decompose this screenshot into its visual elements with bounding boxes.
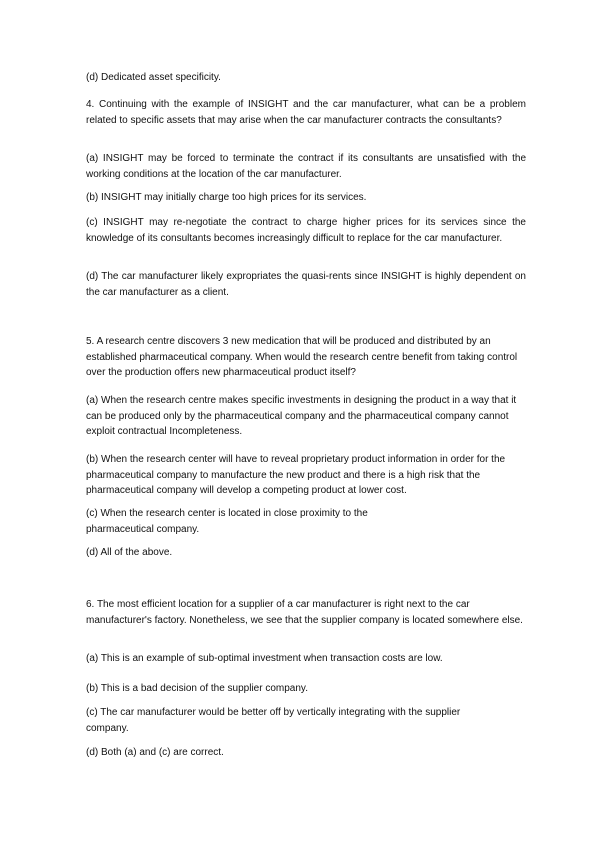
q4-option-b: (b) INSIGHT may initially charge too high prices for its services. [86,192,367,203]
q4-option-d: (d) The car manufacturer likely expropriates the quasi-rents since INSIGHT is highly dependent on the car manufacturer as a client. [86,271,526,298]
q6-option-b: (b) This is a bad decision of the supplier company. [86,683,308,694]
q6-option-a: (a) This is an example of sub-optimal investment when transaction costs are low. [86,653,443,664]
q6-question: 6. The most efficient location for a supplier of a car manufacturer is right next to the car manufacturer's factory. Nonetheless, we see that the supplier company is located somewhere else. [86,599,523,626]
q6-option-d: (d) Both (a) and (c) are correct. [86,747,224,758]
q4-question: 4. Continuing with the example of INSIGHT and the car manufacturer, what can be a problem related to specific assets that may arise when the car manufacturer contracts the consultants? [86,99,526,126]
q6-option-c: (c) The car manufacturer would be better off by vertically integrating with the supplier company. [86,707,461,734]
q5-option-a: (a) When the research centre makes specific investments in designing the product in a way that it can be produced only by the pharmaceutical company and the pharmaceutical company cannot exploit contractual Incompleteness. [86,395,517,437]
q4-option-a: (a) INSIGHT may be forced to terminate the contract if its consultants are unsatisfied with the working conditions at the location of the car manufacturer. [86,153,526,180]
q5-option-d: (d) All of the above. [86,547,173,558]
q3-option-d: (d) Dedicated asset specificity. [86,72,221,83]
q5-option-b: (b) When the research center will have to reveal proprietary product information in order for the pharmaceutical company to manufacture the new product and there is a high risk that the pharmaceutical company will develop a competing product at lower cost. [86,454,506,496]
q4-option-c: (c) INSIGHT may re-negotiate the contract to charge higher prices for its services since the knowledge of its consultants becomes increasingly difficult to replace for the car manufacturer. [86,217,526,244]
q5-question: 5. A research centre discovers 3 new medication that will be produced and distributed by an established pharmaceutical company. When would the research centre benefit from taking control over the production offers new pharmaceutical product itself? [86,336,518,378]
q5-option-c: (c) When the research center is located in close proximity to the pharmaceutical company. [86,508,368,535]
